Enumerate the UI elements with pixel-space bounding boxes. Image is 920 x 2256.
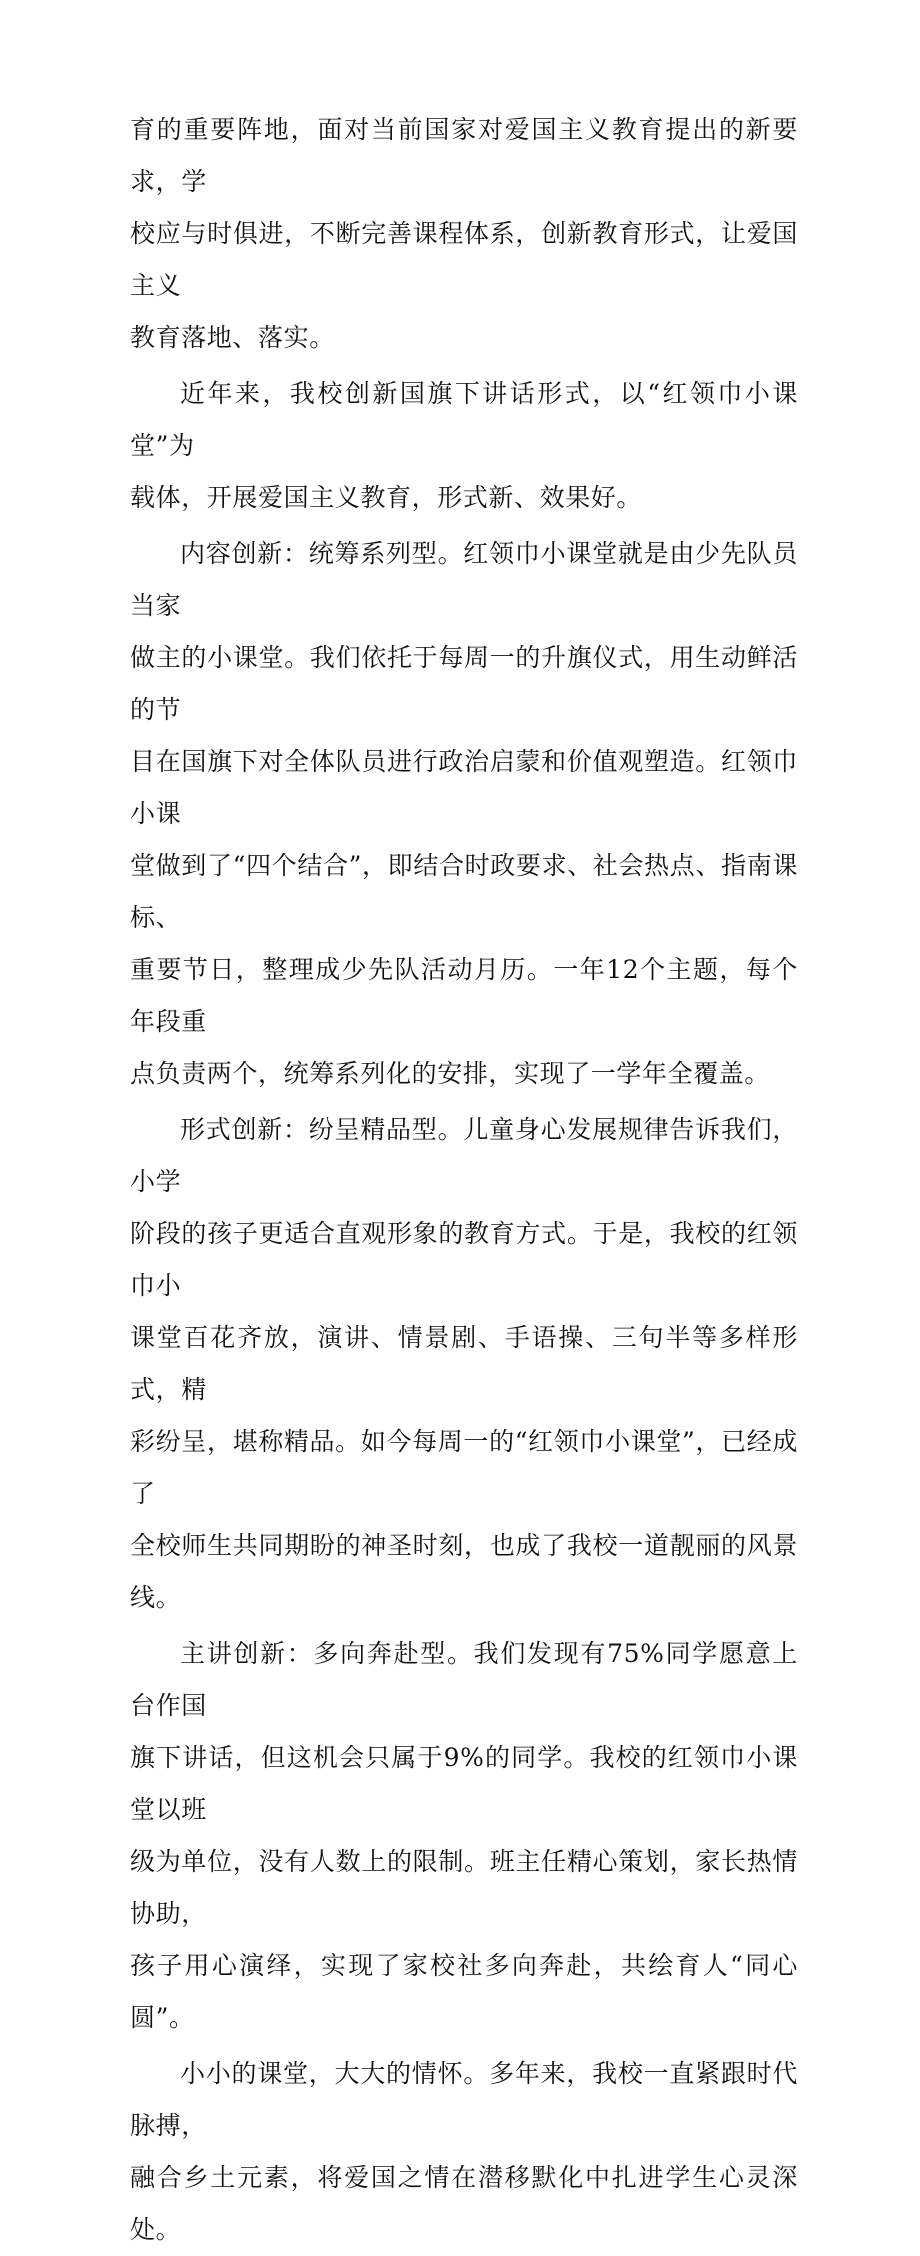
paragraph-continuation: 育的重要阵地，面对当前国家对爱国主义教育提出的新要求，学 校应与时俱进，不断完善课程体系，创新教育形式，让爱国主义 教育落地、落实。 bbox=[130, 115, 798, 352]
paragraph-speaker-innovation: 主讲创新：多向奔赴型。我们发现有75%同学愿意上台作国 旗下讲话，但这机会只属于9%的同学。我校的红领巾小课堂以班 级为单位，没有人数上的限制。班主任精心策划，家长热情协助， 孩子用心演绎，实现了家校社多向奔赴，共绘育人“同心圆”。 bbox=[130, 1639, 798, 2032]
paragraph-content-innovation: 内容创新：统筹系列型。红领巾小课堂就是由少先队员当家 做主的小课堂。我们依托于每周一的升旗仪式，用生动鲜活的节 目在国旗下对全体队员进行政治启蒙和价值观塑造。红领巾小课 堂做到了“四个结合”，即结合时政要求、社会热点、指南课标、 重要节日，整理成少先队活动月历。一年12个主题，每个年段重 点负责两个，统筹系列化的安排，实现了一学年全覆盖。 bbox=[130, 539, 798, 1088]
paragraph-conclusion: 小小的课堂，大大的情怀。多年来，我校一直紧跟时代脉搏， 融合乡土元素，将爱国之情在潜移默化中扎进学生心灵深处。 bbox=[130, 2059, 798, 2244]
paragraph-form-innovation: 形式创新：纷呈精品型。儿童身心发展规律告诉我们，小学 阶段的孩子更适合直观形象的教育方式。于是，我校的红领巾小 课堂百花齐放，演讲、情景剧、手语操、三句半等多样形式，精 彩纷呈，堪称精品。如今每周一的“红领巾小课堂”，已经成了 全校师生共同期盼的神圣时刻，也成了我校一道靓丽的风景线。 bbox=[130, 1115, 798, 1612]
document-body bbox=[130, 104, 798, 2256]
paragraph-intro: 近年来，我校创新国旗下讲话形式，以“红领巾小课堂”为 载体，开展爱国主义教育，形式新、效果好。 bbox=[130, 379, 798, 512]
